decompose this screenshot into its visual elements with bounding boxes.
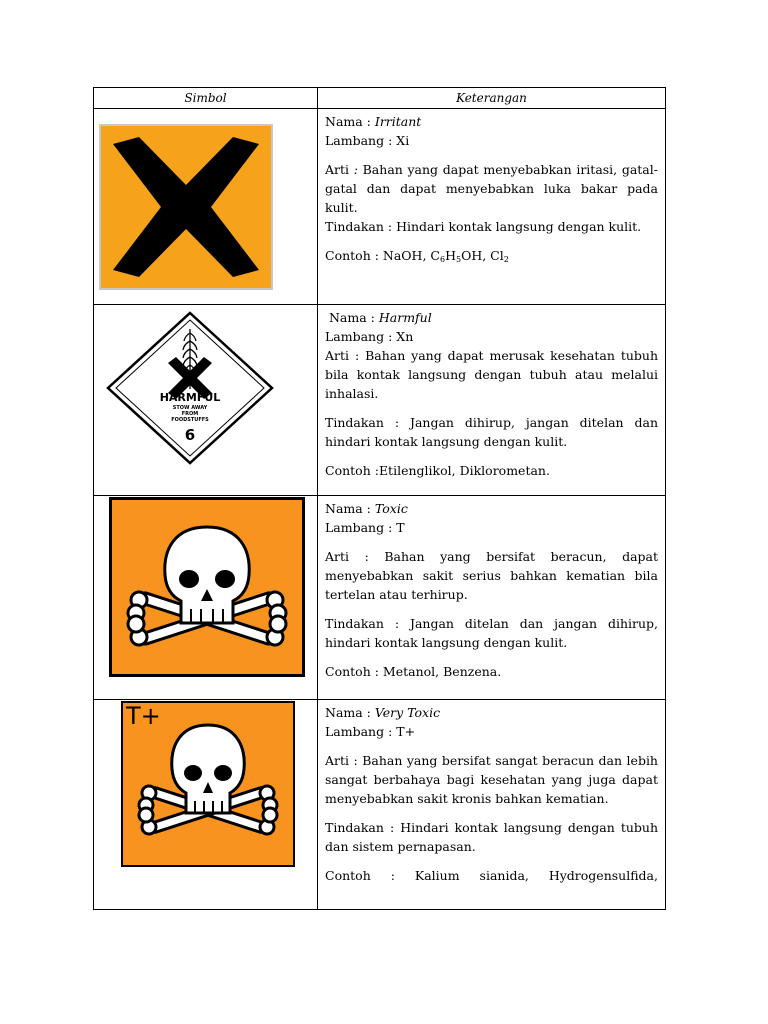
hazard-symbol-table	[93, 87, 666, 910]
action-text: Tindakan : Jangan dihirup, jangan ditelan dan hindari kontak langsung dengan kulit.	[325, 415, 658, 449]
meaning-text: Arti : Bahan yang bersifat beracun, dapat menyebabkan sakit serius bahkan kematian bila tertelan atau terhirup.	[325, 549, 658, 602]
action-text: Tindakan : Jangan ditelan dan jangan dihirup, hindari kontak langsung dengan kulit.	[325, 616, 658, 650]
hazard-name: Harmful	[378, 310, 432, 325]
name-line: Nama : Harmful	[328, 310, 432, 325]
symbol-cell-harmful	[94, 305, 318, 496]
symbol-cell-toxic	[94, 496, 318, 700]
hazard-code: T	[396, 520, 405, 535]
example-text: Contoh : Kalium sianida, Hydrogensulfida,	[325, 868, 658, 883]
header-description: Keterangan	[318, 88, 666, 109]
table-row	[94, 109, 666, 305]
toxic-skull-icon	[109, 497, 305, 677]
description-cell-very-toxic	[318, 700, 666, 910]
sign-line1: STOW AWAY	[172, 405, 208, 411]
description-cell-harmful	[318, 305, 666, 496]
hazard-name: Irritant	[374, 114, 422, 129]
code-line: Lambang : Xn	[325, 329, 414, 344]
meaning-text: Arti : Bahan yang dapat merusak kesehatan tubuh bila kontak langsung dengan tubuh atau melalui inhalasi.	[325, 348, 658, 401]
table-header-row	[94, 88, 666, 109]
sign-title: HARMFUL	[159, 391, 221, 404]
code-line: Lambang : Xi	[325, 133, 410, 148]
description-cell-toxic	[318, 496, 666, 700]
table-row	[94, 496, 666, 700]
irritant-x-icon	[99, 124, 273, 290]
header-symbol: Simbol	[94, 88, 318, 109]
code-line: Lambang : T	[325, 520, 405, 535]
name-line: Nama : Very Toxic	[325, 705, 441, 720]
hazard-code: T+	[396, 724, 416, 739]
action-text: Tindakan : Hindari kontak langsung dengan kulit.	[325, 219, 642, 234]
symbol-cell-very-toxic	[94, 700, 318, 910]
example-text: Contoh :Etilenglikol, Diklorometan.	[325, 463, 550, 478]
example-text: Contoh : Metanol, Benzena.	[325, 664, 502, 679]
description-cell-irritant	[318, 109, 666, 305]
harmful-sign-text	[106, 311, 274, 465]
sign-line2: FROM	[181, 411, 199, 417]
symbol-cell-irritant	[94, 109, 318, 305]
hazard-code: Xn	[396, 329, 414, 344]
hazard-code: Xi	[396, 133, 410, 148]
hazard-name: Very Toxic	[374, 705, 441, 720]
sign-number: 6	[184, 426, 196, 444]
sign-line3: FOODSTUFFS	[171, 417, 209, 423]
hazard-name: Toxic	[374, 501, 408, 516]
sign-label: T+	[126, 702, 161, 730]
meaning-text: Arti : Bahan yang bersifat sangat beracun dan lebih sangat berbahaya bagi kesehatan yang juga dapat menyebabkan sakit kronis bahkan kematian.	[325, 753, 658, 806]
table-row	[94, 700, 666, 910]
example-text: Contoh : NaOH, $C_6H_5OH$, $Cl_2$	[325, 248, 509, 264]
action-text: Tindakan : Hindari kontak langsung dengan tubuh dan sistem pernapasan.	[325, 820, 658, 854]
name-line: Nama : Irritant	[325, 114, 422, 129]
meaning-text: Arti : Bahan yang dapat menyebabkan iritasi, gatal-gatal dan dapat menyebabkan luka bakar pada kulit.	[325, 162, 658, 215]
name-line: Nama : Toxic	[325, 501, 408, 516]
table-row	[94, 305, 666, 496]
code-line: Lambang : T+	[325, 724, 416, 739]
